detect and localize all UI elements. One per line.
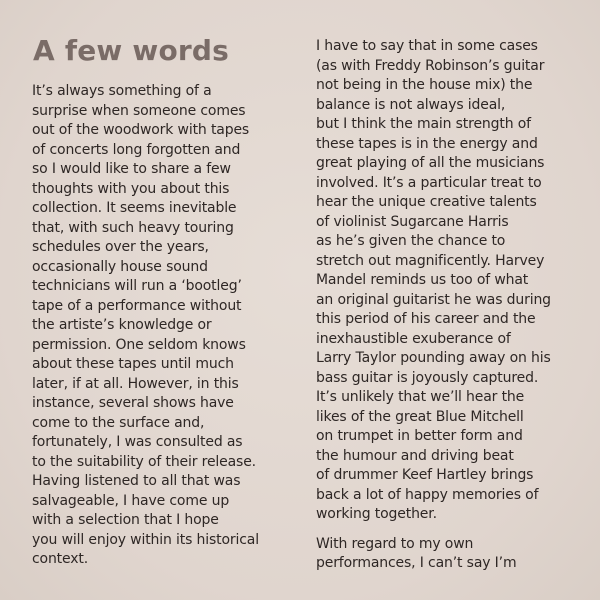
text-line: the humour and driving beat [316, 447, 514, 464]
text-line: to the suitability of their release. [32, 453, 256, 470]
text-line: occasionally house sound [32, 258, 208, 275]
text-line: With regard to my own [316, 535, 474, 552]
text-line: It’s unlikely that we’ll hear the [316, 389, 525, 405]
text-line: performances, I can’t say I’m [316, 555, 517, 571]
text-line: of drummer Keef Hartley brings [316, 467, 534, 483]
text-line: salvageable, I have come up [32, 492, 230, 509]
text-line: these tapes is in the energy and [316, 135, 538, 152]
text-line: permission. One seldom knows [32, 336, 246, 353]
left-text-column [32, 82, 300, 570]
tapes-paragraph [316, 37, 591, 525]
text-line: stretch out magnificently. Harvey [316, 252, 545, 269]
text-line: come to the surface and, [32, 414, 205, 431]
text-line: of concerts long forgotten and [32, 141, 241, 158]
performances-paragraph [316, 535, 591, 574]
text-line: Larry Taylor pounding away on his [316, 350, 551, 366]
intro-paragraph [32, 82, 300, 570]
text-line: surprise when someone comes [32, 102, 246, 119]
text-line: (as with Freddy Robinson’s guitar [316, 57, 545, 74]
text-line: that, with such heavy touring [32, 219, 234, 236]
text-line: later, if at all. However, in this [32, 375, 239, 392]
text-line: the artiste’s knowledge or [32, 317, 212, 333]
text-line: out of the woodwork with tapes [32, 122, 250, 138]
text-line: Mandel reminds us too of what [316, 272, 529, 288]
paragraph-spacer [316, 525, 591, 535]
text-line: context. [32, 551, 89, 567]
text-line: hear the unique creative talents [316, 194, 537, 210]
text-line: involved. It’s a particular treat to [316, 174, 542, 191]
text-line: working together. [316, 506, 437, 522]
text-line: as he’s given the chance to [316, 233, 506, 249]
text-line: of violinist Sugarcane Harris [316, 213, 509, 230]
text-line: not being in the house mix) the [316, 77, 533, 93]
text-line: fortunately, I was consulted as [32, 434, 243, 450]
text-line: inexhaustible exuberance of [316, 330, 511, 347]
text-line: about these tapes until much [32, 356, 234, 372]
text-line: tape of a performance without [32, 297, 242, 314]
text-line: instance, several shows have [32, 395, 234, 411]
text-line: schedules over the years, [32, 239, 209, 255]
text-line: an original guitarist he was during [316, 291, 551, 308]
text-line: with a selection that I hope [32, 512, 219, 528]
text-line: great playing of all the musicians [316, 155, 545, 171]
text-line: balance is not always ideal, [316, 96, 506, 113]
text-line: back a lot of happy memories of [316, 486, 539, 503]
page-title: A few words [33, 34, 230, 67]
text-line: this period of his career and the [316, 311, 536, 327]
text-line: bass guitar is joyously captured. [316, 369, 539, 386]
text-line: thoughts with you about this [32, 180, 230, 197]
text-line: Having listened to all that was [32, 473, 241, 489]
text-line: but I think the main strength of [316, 116, 531, 132]
text-line: you will enjoy within its historical [32, 531, 259, 548]
right-text-column [316, 37, 591, 574]
text-line: It’s always something of a [32, 83, 212, 99]
text-line: collection. It seems inevitable [32, 200, 237, 216]
text-line: likes of the great Blue Mitchell [316, 408, 524, 425]
text-line: so I would like to share a few [32, 161, 231, 177]
text-line: technicians will run a ‘bootleg’ [32, 278, 242, 294]
text-line: I have to say that in some cases [316, 38, 538, 54]
text-line: on trumpet in better form and [316, 428, 523, 444]
